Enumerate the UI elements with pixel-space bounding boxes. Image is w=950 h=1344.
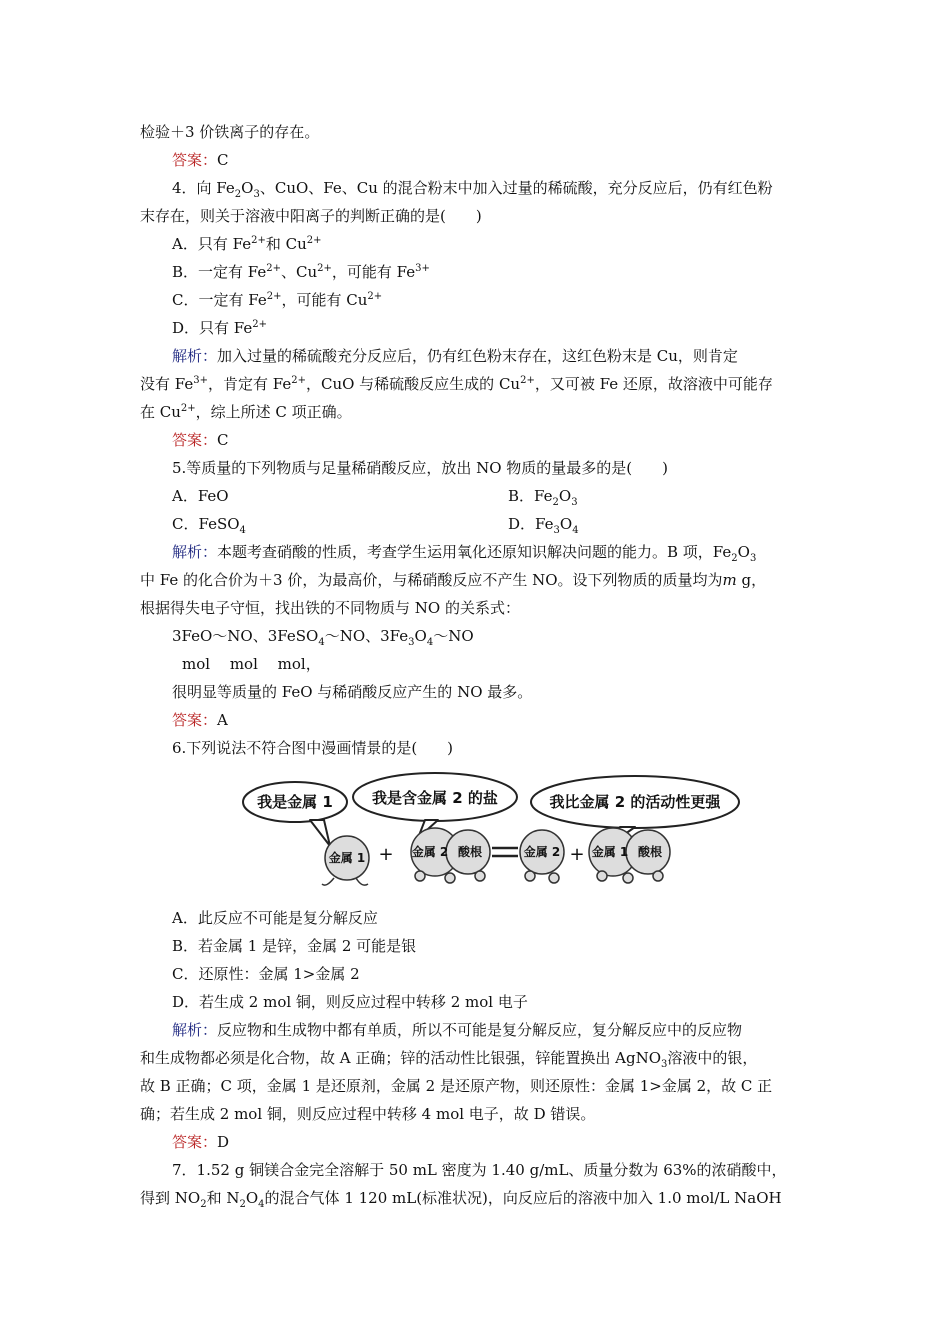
option-b: B．若金属 1 是锌，金属 2 可能是银 <box>172 937 417 955</box>
ball-label: 金属 1 <box>591 845 629 859</box>
analysis-6-cont: 确；若生成 2 mol 铜，则反应过程中转移 4 mol 电子，故 D 错误。 <box>140 1105 596 1123</box>
ball-label: 酸根 <box>637 845 663 859</box>
analysis-5: 解析：本题考查硝酸的性质，考查学生运用氧化还原知识解决问题的能力。B 项，$Fe_2O_3$ <box>172 543 757 564</box>
answer-line: 答案：C <box>172 431 229 449</box>
analysis-6-cont: 故 B 正确；C 项，金属 1 是还原剂，金属 2 是还原产物，则还原性：金属 1>金属 2，故 C 正 <box>140 1077 773 1095</box>
ball-label: 金属 2 <box>411 845 449 859</box>
option-c: C．FeSO$_4$ <box>172 515 246 536</box>
plus-sign: + <box>378 844 394 865</box>
answer-label: 答案： <box>172 151 218 169</box>
relation-formula: 3FeO～NO、3FeSO$_4$～NO、$3Fe_3O_4\sim NO$ <box>172 627 474 648</box>
ball-label: 金属 2 <box>523 845 561 859</box>
analysis-5-cont: 很明显等质量的 FeO 与稀硝酸反应产生的 NO 最多。 <box>172 683 533 701</box>
bubble-text: 我比金属 2 的活动性更强 <box>549 793 721 811</box>
analysis-5-cont: 中 Fe 的化合价为＋3 价，为最高价，与稀硝酸反应不产生 NO。设下列物质的质量均为m g， <box>140 571 767 589</box>
bubble-tail <box>310 820 330 846</box>
analysis-4: 解析：加入过量的稀硫酸充分反应后，仍有红色粉末存在，这红色粉末是 Cu，则肯定 <box>172 347 738 365</box>
question-6: 6.下列说法不符合图中漫画情景的是( ) <box>172 739 454 757</box>
question-5: 5.等质量的下列物质与足量稀硝酸反应，放出 NO 物质的量最多的是( ) <box>172 459 668 477</box>
option-c: C．一定有 $Fe^{2+}$，可能有 $Cu^{2+}$ <box>172 291 383 309</box>
bubble-text: 我是金属 1 <box>257 793 333 811</box>
equals-sign <box>492 848 518 856</box>
analysis-4-cont: 在 $Cu^{2+}$，综上所述 C 项正确。 <box>140 403 352 421</box>
relation-units: mol mol mol， <box>182 655 321 673</box>
question-4-cont: 末存在，则关于溶液中阳离子的判断正确的是( ) <box>140 207 482 225</box>
option-a: A．只有 $Fe^{2+}$和 $Cu^{2+}$ <box>172 235 322 253</box>
option-d: D．$Fe_3O_4$ <box>508 515 579 536</box>
question-7-cont: 得到 $NO_2$和 $N_2O_4$的混合气体 1 120 mL(标准状况)，向反应后的溶液中加入 1.0 mol/L NaOH <box>140 1189 782 1210</box>
answer-label: 答案： <box>172 711 218 729</box>
ball-label: 酸根 <box>457 845 483 859</box>
option-b: B．一定有 $Fe^{2+}$、$Cu^{2+}$，可能有 $Fe^{3+}$ <box>172 263 430 281</box>
option-a: A．此反应不可能是复分解反应 <box>172 909 378 927</box>
bubble-text: 我是含金属 2 的盐 <box>372 789 498 807</box>
analysis-label: 解析： <box>172 543 218 561</box>
option-d: D．只有 $Fe^{2+}$ <box>172 319 268 337</box>
plus-sign: + <box>569 844 585 865</box>
answer-line: 答案：C <box>172 151 229 169</box>
analysis-4-cont: 没有 $Fe^{3+}$，肯定有 $Fe^{2+}$，CuO 与稀硫酸反应生成的 $Cu^{2+}$，又可被 Fe 还原，故溶液中可能存 <box>140 375 773 393</box>
answer-label: 答案： <box>172 431 218 449</box>
analysis-label: 解析： <box>172 347 218 365</box>
answer-line: 答案：A <box>172 711 228 729</box>
analysis-5-cont: 根据得失电子守恒，找出铁的不同物质与 NO 的关系式： <box>140 599 520 617</box>
question-4: 4．向 $Fe_2O_3$、CuO、Fe、Cu 的混合粉末中加入过量的稀硫酸，充分反应后，仍有红色粉 <box>172 179 773 200</box>
option-b: B．$Fe_2O_3$ <box>508 487 578 508</box>
option-c: C．还原性：金属 1>金属 2 <box>172 965 360 983</box>
analysis-label: 解析： <box>172 1021 218 1039</box>
option-d: D．若生成 2 mol 铜，则反应过程中转移 2 mol 电子 <box>172 993 528 1011</box>
text-line: 检验＋3 价铁离子的存在。 <box>140 123 320 141</box>
ball-label: 金属 1 <box>328 851 366 865</box>
comic-illustration <box>240 770 740 892</box>
answer-line: 答案：D <box>172 1133 230 1151</box>
analysis-6-cont: 和生成物都必须是化合物，故 A 正确；锌的活动性比银强，锌能置换出 AgNO$_3$溶液中的银， <box>140 1049 758 1070</box>
option-a: A．FeO <box>172 487 229 505</box>
answer-label: 答案： <box>172 1133 218 1151</box>
analysis-6: 解析：反应物和生成物中都有单质，所以不可能是复分解反应，复分解反应中的反应物 <box>172 1021 743 1039</box>
question-7: 7．1.52 g 铜镁合金完全溶解于 50 mL 密度为 1.40 g/mL、质量分数为 63%的浓硝酸中， <box>172 1161 787 1179</box>
